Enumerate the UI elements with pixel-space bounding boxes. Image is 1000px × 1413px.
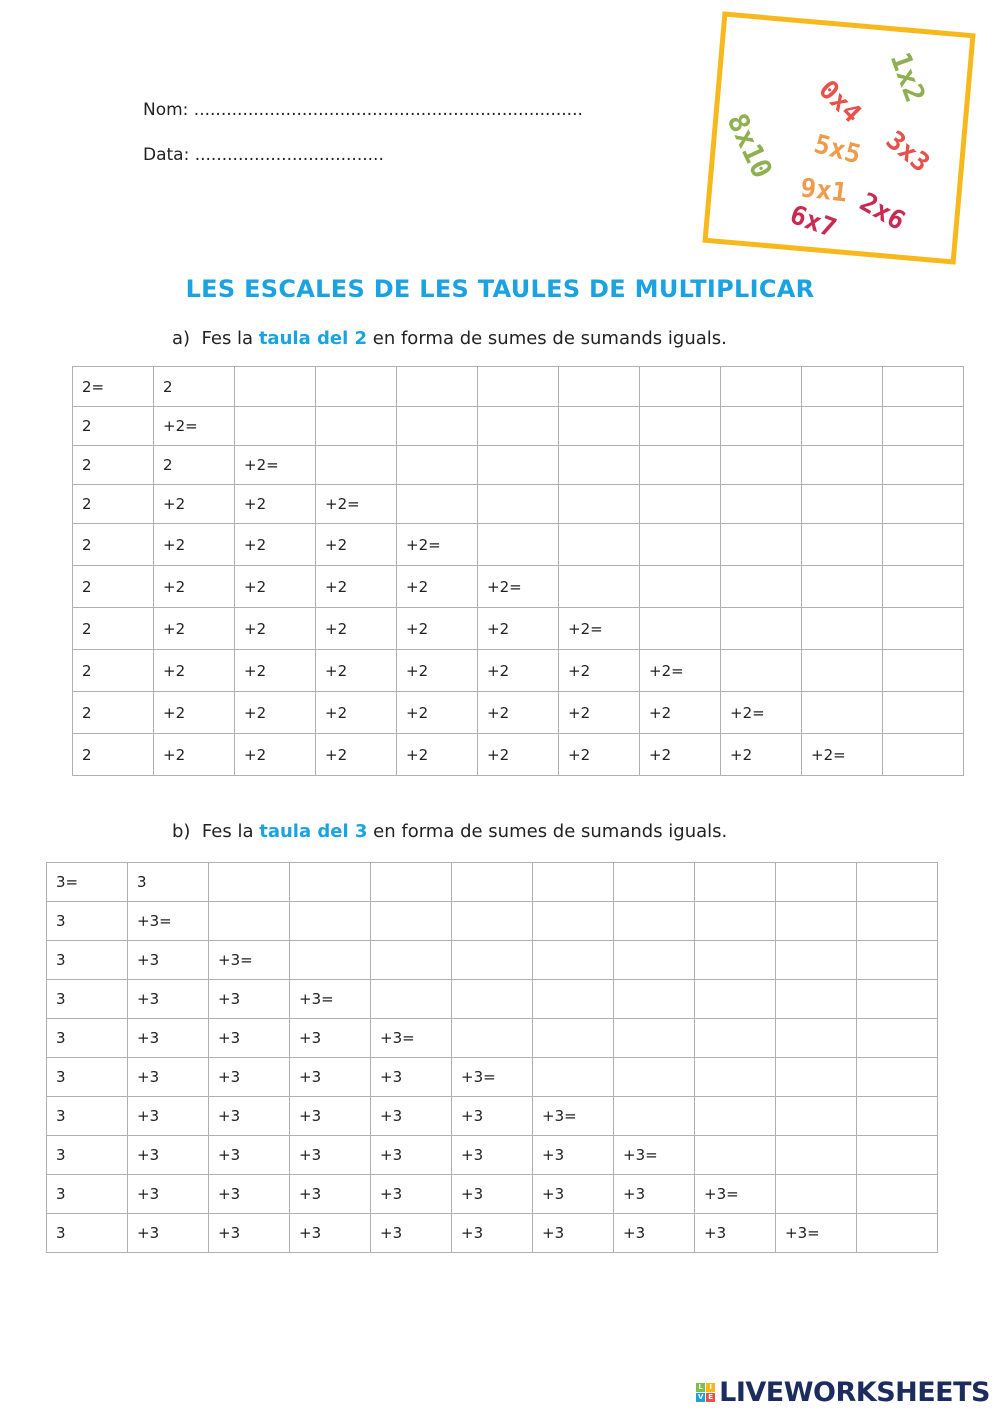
table-cell (857, 902, 938, 941)
table-cell (559, 367, 640, 407)
table-cell (883, 524, 964, 566)
table-cell: +3 (533, 1214, 614, 1253)
table-cell (397, 367, 478, 407)
logo-item: 5x5 (810, 129, 865, 171)
table-cell (371, 941, 452, 980)
table-cell: +2 (640, 692, 721, 734)
table-cell: +2 (640, 734, 721, 776)
instruction-text: en forma de sumes de sumands iguals. (373, 821, 728, 842)
table-cell: 3 (47, 941, 128, 980)
liveworksheets-logo-icon: L I V E (696, 1383, 715, 1402)
table-cell (290, 902, 371, 941)
table-cell: +2 (235, 692, 316, 734)
table-cell (533, 902, 614, 941)
table-cell (695, 863, 776, 902)
table-row (47, 1097, 938, 1136)
table-cell (559, 446, 640, 485)
table-cell (857, 863, 938, 902)
table-cell (614, 980, 695, 1019)
table-row (73, 485, 964, 524)
table-cell: 3 (47, 1175, 128, 1214)
table-cell: +3 (371, 1058, 452, 1097)
table-cell: +2= (235, 446, 316, 485)
table-cell (776, 941, 857, 980)
table-cell (857, 980, 938, 1019)
table-cell: +3= (371, 1019, 452, 1058)
table-cell: +2 (154, 734, 235, 776)
table-cell (802, 446, 883, 485)
table-cell: 3 (47, 1058, 128, 1097)
table-cell (640, 446, 721, 485)
table-cell: 3 (47, 902, 128, 941)
table-cell (316, 407, 397, 446)
table-cell: +3= (452, 1058, 533, 1097)
table-cell (721, 367, 802, 407)
multiplication-logo (702, 11, 975, 264)
table-cell (695, 1019, 776, 1058)
table-cell: +2 (397, 608, 478, 650)
table-cell: +2 (235, 650, 316, 692)
table-cell (614, 1097, 695, 1136)
table-cell: +2 (235, 566, 316, 608)
table-cell: +3= (533, 1097, 614, 1136)
table-cell: +3 (452, 1097, 533, 1136)
table-cell (883, 692, 964, 734)
table-cell (209, 863, 290, 902)
logo-item: 6x7 (785, 199, 841, 245)
table-cell (235, 407, 316, 446)
instruction-a (172, 328, 727, 349)
instruction-marker: b) (172, 821, 191, 842)
table-cell: 2 (73, 608, 154, 650)
table-cell (695, 980, 776, 1019)
table-cell (695, 1058, 776, 1097)
name-field[interactable]: Nom: ........................................................................ (143, 100, 583, 120)
table-cell (883, 446, 964, 485)
table-cell: +2 (478, 608, 559, 650)
table-cell: +2 (235, 608, 316, 650)
table-cell: +3 (209, 1097, 290, 1136)
table-cell (721, 650, 802, 692)
table-cell: 2 (73, 650, 154, 692)
table-cell: +3 (614, 1214, 695, 1253)
table-cell (478, 524, 559, 566)
table-cell (776, 980, 857, 1019)
table-cell (371, 902, 452, 941)
table-row (47, 1019, 938, 1058)
table-cell (857, 1019, 938, 1058)
table-cell (452, 902, 533, 941)
table-cell (452, 941, 533, 980)
table-cell (802, 407, 883, 446)
table-row (47, 1175, 938, 1214)
table-cell (478, 446, 559, 485)
table-cell: +3 (452, 1175, 533, 1214)
table-cell (371, 863, 452, 902)
table-cell: +3 (452, 1136, 533, 1175)
table-cell: 3 (47, 980, 128, 1019)
table-cell: 3 (47, 1097, 128, 1136)
brand-name: LIVEWORKSHEETS (719, 1376, 990, 1408)
table-cell (857, 941, 938, 980)
table-cell (452, 1019, 533, 1058)
table-cell (883, 650, 964, 692)
table-cell: +2 (154, 485, 235, 524)
table-cell (640, 566, 721, 608)
table-cell (559, 485, 640, 524)
table-cell: +3 (128, 1019, 209, 1058)
table-of-2 (72, 366, 964, 776)
table-cell: +3 (290, 1058, 371, 1097)
table-cell: 2 (73, 485, 154, 524)
instruction-text: Fes la (201, 328, 254, 349)
instruction-b (172, 821, 727, 842)
table-cell (802, 524, 883, 566)
table-cell (559, 524, 640, 566)
table-cell: 2 (73, 734, 154, 776)
table-cell: 2 (154, 446, 235, 485)
instruction-text: Fes la (201, 821, 254, 842)
table-cell: +3 (209, 1175, 290, 1214)
table-cell: +3= (128, 902, 209, 941)
date-field[interactable]: Data: ................................... (143, 145, 384, 165)
table-cell (235, 367, 316, 407)
table-row (47, 941, 938, 980)
table-cell: 3 (128, 863, 209, 902)
table-cell: +2 (559, 734, 640, 776)
table-cell: +3= (776, 1214, 857, 1253)
table-cell: +2= (154, 407, 235, 446)
table-cell: +2 (235, 734, 316, 776)
table-cell: +3 (371, 1214, 452, 1253)
table-cell: +3 (209, 1058, 290, 1097)
table-cell (533, 980, 614, 1019)
table-cell (640, 485, 721, 524)
table-cell (883, 566, 964, 608)
table-cell: +3 (371, 1136, 452, 1175)
table-cell: +2 (478, 650, 559, 692)
logo-item: 9x1 (798, 173, 849, 209)
table-cell: 2 (73, 692, 154, 734)
table-cell: +3 (209, 1019, 290, 1058)
table-row (47, 1058, 938, 1097)
table-cell (883, 734, 964, 776)
table-cell (883, 407, 964, 446)
instruction-marker: a) (172, 328, 191, 349)
table-cell: +3 (371, 1175, 452, 1214)
table-cell (802, 650, 883, 692)
table-cell: +2 (478, 734, 559, 776)
table-cell (316, 446, 397, 485)
table-cell (857, 1097, 938, 1136)
table-cell: +2 (316, 524, 397, 566)
table-cell: 2 (73, 407, 154, 446)
table-cell (721, 407, 802, 446)
table-cell: 2 (73, 524, 154, 566)
table-cell: +2 (154, 650, 235, 692)
table-cell: 2 (154, 367, 235, 407)
table-cell (776, 863, 857, 902)
table-row (73, 650, 964, 692)
table-cell: +2 (397, 650, 478, 692)
table-cell (802, 566, 883, 608)
table-cell (316, 367, 397, 407)
table-cell: +3 (290, 1136, 371, 1175)
logo-item: 2x6 (854, 187, 911, 237)
table-cell: +2 (397, 566, 478, 608)
table-cell (695, 902, 776, 941)
table-cell: +3 (533, 1175, 614, 1214)
table-cell: +2= (478, 566, 559, 608)
table-cell: +2 (154, 692, 235, 734)
table-cell (452, 863, 533, 902)
table-cell: +2 (154, 608, 235, 650)
logo-item: 8x10 (720, 108, 779, 184)
table-cell: +2 (316, 566, 397, 608)
table-cell (721, 566, 802, 608)
table-cell: +2= (316, 485, 397, 524)
instruction-text: en forma de sumes de sumands iguals. (372, 328, 727, 349)
table-cell: +3 (533, 1136, 614, 1175)
table-cell (695, 941, 776, 980)
table-cell: +2= (802, 734, 883, 776)
table-cell (776, 1019, 857, 1058)
table-cell: +3 (128, 1058, 209, 1097)
table-cell (290, 863, 371, 902)
table-cell (533, 941, 614, 980)
table-cell (695, 1097, 776, 1136)
table-row (73, 692, 964, 734)
table-cell: 2= (73, 367, 154, 407)
table-row (73, 524, 964, 566)
table-row (73, 407, 964, 446)
table-cell: +2 (721, 734, 802, 776)
table-cell (640, 524, 721, 566)
table-row (73, 608, 964, 650)
table-cell: +3 (209, 1136, 290, 1175)
table-cell: +2 (154, 524, 235, 566)
table-cell: +3 (128, 980, 209, 1019)
table-cell: +3 (695, 1214, 776, 1253)
table-cell: +2 (316, 650, 397, 692)
table-cell: 2 (73, 566, 154, 608)
table-cell (857, 1214, 938, 1253)
table-cell: 2 (73, 446, 154, 485)
table-row (47, 980, 938, 1019)
table-cell (452, 980, 533, 1019)
table-cell: 3 (47, 1136, 128, 1175)
table-cell (478, 407, 559, 446)
table-cell: +2 (316, 608, 397, 650)
table-cell (397, 485, 478, 524)
table-cell: +2 (235, 524, 316, 566)
table-cell: +3 (209, 1214, 290, 1253)
table-cell (614, 902, 695, 941)
table-cell: +3 (128, 941, 209, 980)
table-cell (397, 407, 478, 446)
logo-item: 1x2 (883, 47, 932, 107)
table-cell: +2 (478, 692, 559, 734)
table-cell: +2 (316, 734, 397, 776)
table-cell (695, 1136, 776, 1175)
logo-item: 3x3 (879, 125, 936, 179)
table-cell: 3= (47, 863, 128, 902)
table-cell (857, 1175, 938, 1214)
table-row (47, 863, 938, 902)
table-cell: +3 (290, 1214, 371, 1253)
table-cell (209, 902, 290, 941)
table-cell: +3= (290, 980, 371, 1019)
instruction-highlight: taula del 3 (259, 821, 368, 842)
liveworksheets-brand (696, 1377, 990, 1407)
table-cell (478, 485, 559, 524)
table-cell: +3 (128, 1214, 209, 1253)
table-cell: +3 (290, 1097, 371, 1136)
table-cell: +2 (235, 485, 316, 524)
table-cell (721, 608, 802, 650)
table-row (73, 566, 964, 608)
table-cell: +2 (154, 566, 235, 608)
table-cell (614, 1019, 695, 1058)
table-cell: +2 (559, 692, 640, 734)
table-cell: +3 (614, 1175, 695, 1214)
table-cell (883, 367, 964, 407)
table-cell: +3 (209, 980, 290, 1019)
table-cell (776, 902, 857, 941)
table-cell: +3= (209, 941, 290, 980)
table-cell (397, 446, 478, 485)
table-cell (559, 566, 640, 608)
table-cell: +2= (721, 692, 802, 734)
table-cell (640, 608, 721, 650)
instruction-highlight: taula del 2 (258, 328, 368, 349)
table-cell: +3= (614, 1136, 695, 1175)
table-cell: +2 (397, 692, 478, 734)
table-cell (721, 446, 802, 485)
table-cell (857, 1058, 938, 1097)
table-cell (883, 485, 964, 524)
table-cell: +2 (397, 734, 478, 776)
table-cell: 3 (47, 1214, 128, 1253)
table-cell: +3 (290, 1175, 371, 1214)
table-cell (640, 367, 721, 407)
table-cell (721, 485, 802, 524)
table-cell: +2 (559, 650, 640, 692)
table-cell: +2= (640, 650, 721, 692)
table-row (47, 902, 938, 941)
page-title: LES ESCALES DE LES TAULES DE MULTIPLICAR (185, 275, 815, 303)
table-cell: +3 (128, 1175, 209, 1214)
table-cell (776, 1136, 857, 1175)
table-row (73, 734, 964, 776)
table-cell: +3 (371, 1097, 452, 1136)
table-cell: +3 (128, 1136, 209, 1175)
table-cell (857, 1136, 938, 1175)
table-cell (802, 367, 883, 407)
table-row (73, 367, 964, 407)
table-cell (776, 1097, 857, 1136)
table-cell (371, 980, 452, 1019)
logo-item: 0x4 (812, 74, 867, 130)
table-cell (614, 1058, 695, 1097)
table-cell (290, 941, 371, 980)
table-row (73, 446, 964, 485)
table-cell (721, 524, 802, 566)
table-cell: +3 (290, 1019, 371, 1058)
table-of-3 (46, 862, 938, 1253)
table-row (47, 1136, 938, 1175)
table-cell: +3 (452, 1214, 533, 1253)
table-cell (802, 608, 883, 650)
table-cell: 3 (47, 1019, 128, 1058)
table-cell (776, 1175, 857, 1214)
table-cell (559, 407, 640, 446)
table-cell (802, 692, 883, 734)
table-cell (883, 608, 964, 650)
table-cell (614, 863, 695, 902)
table-cell (533, 1058, 614, 1097)
table-cell: +3 (128, 1097, 209, 1136)
table-cell (478, 367, 559, 407)
table-row (47, 1214, 938, 1253)
table-cell (533, 1019, 614, 1058)
table-cell: +2= (559, 608, 640, 650)
table-cell (640, 407, 721, 446)
table-cell (802, 485, 883, 524)
table-cell: +2 (316, 692, 397, 734)
table-cell (776, 1058, 857, 1097)
table-cell (533, 863, 614, 902)
table-cell: +3= (695, 1175, 776, 1214)
table-cell (614, 941, 695, 980)
table-cell: +2= (397, 524, 478, 566)
